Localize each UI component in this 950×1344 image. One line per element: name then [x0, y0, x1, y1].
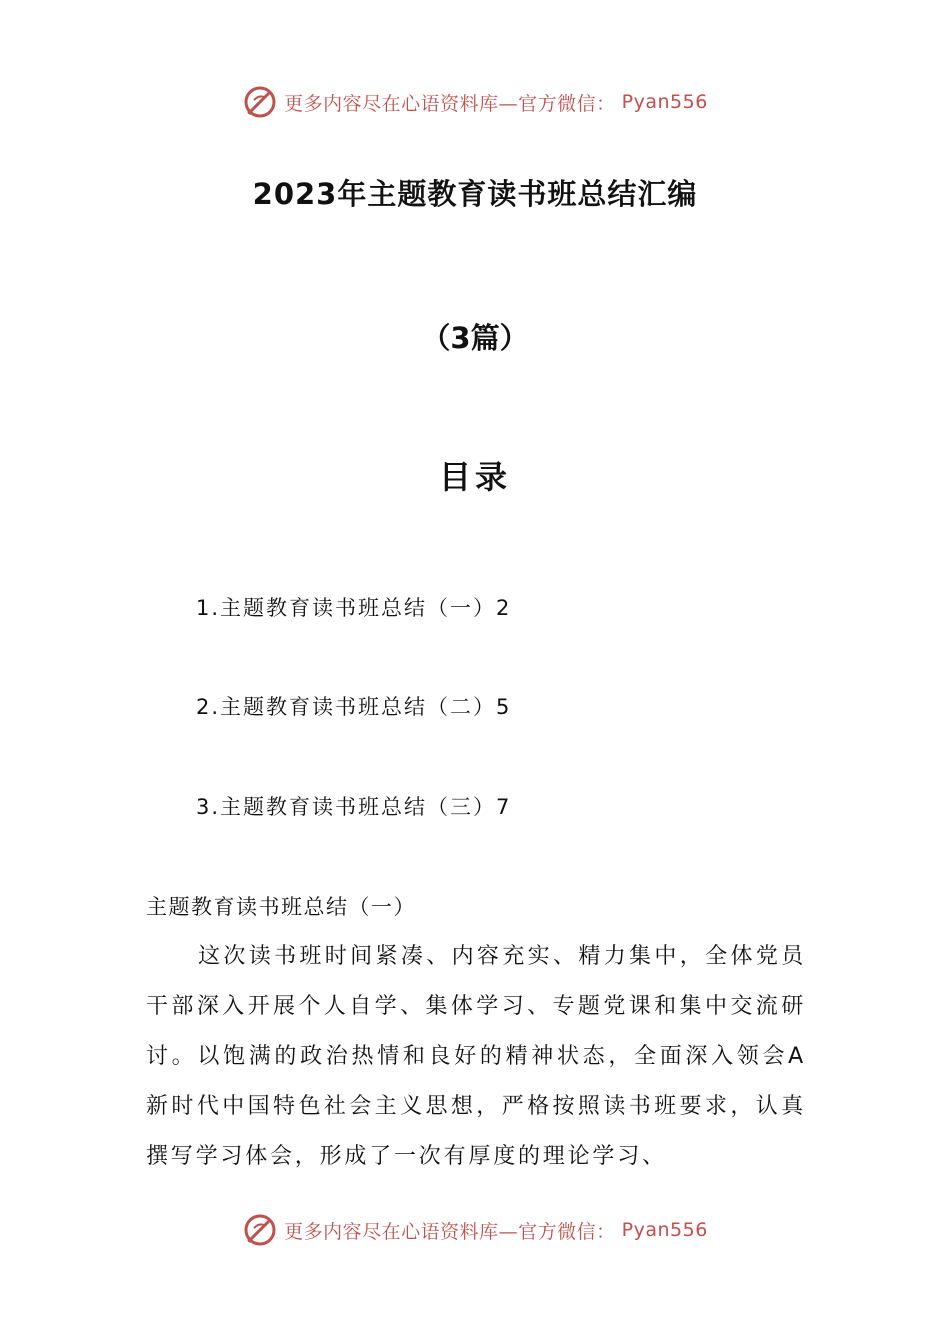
watermark-wechat-id: Pyan556 — [621, 91, 708, 113]
watermark-text: 更多内容尽在心语资料库—官方微信： — [284, 1220, 616, 1243]
document-title: 2023年主题教育读书班总结汇编 — [252, 177, 698, 211]
body-paragraph: 这次读书班时间紧凑、内容充实、精力集中，全体党员干部深入开展个人自学、集体学习、专题党课和集中交流研讨。以饱满的政治热情和良好的精神状态，全面深入领会A新时代中国特色社会主义思想，严格按照读书班要求，认真撰写学习体会，形成了一次有厚度的理论学习、 — [146, 944, 806, 1169]
footer-watermark — [0, 1212, 950, 1248]
watermark-text: 更多内容尽在心语资料库—官方微信： — [284, 92, 616, 115]
header-watermark — [0, 84, 950, 120]
toc-item[interactable]: 1.主题教育读书班总结（一）2 — [196, 596, 512, 620]
toc-item[interactable]: 2.主题教育读书班总结（二）5 — [196, 695, 512, 719]
toc-item[interactable]: 3.主题教育读书班总结（三）7 — [196, 795, 512, 819]
pen-logo-icon — [242, 84, 278, 120]
toc-heading: 目录 — [438, 458, 511, 496]
pen-logo-icon — [242, 1212, 278, 1248]
document-subtitle: （3篇） — [421, 321, 529, 355]
watermark-wechat-id: Pyan556 — [621, 1219, 708, 1241]
section-title: 主题教育读书班总结（一） — [146, 895, 416, 919]
